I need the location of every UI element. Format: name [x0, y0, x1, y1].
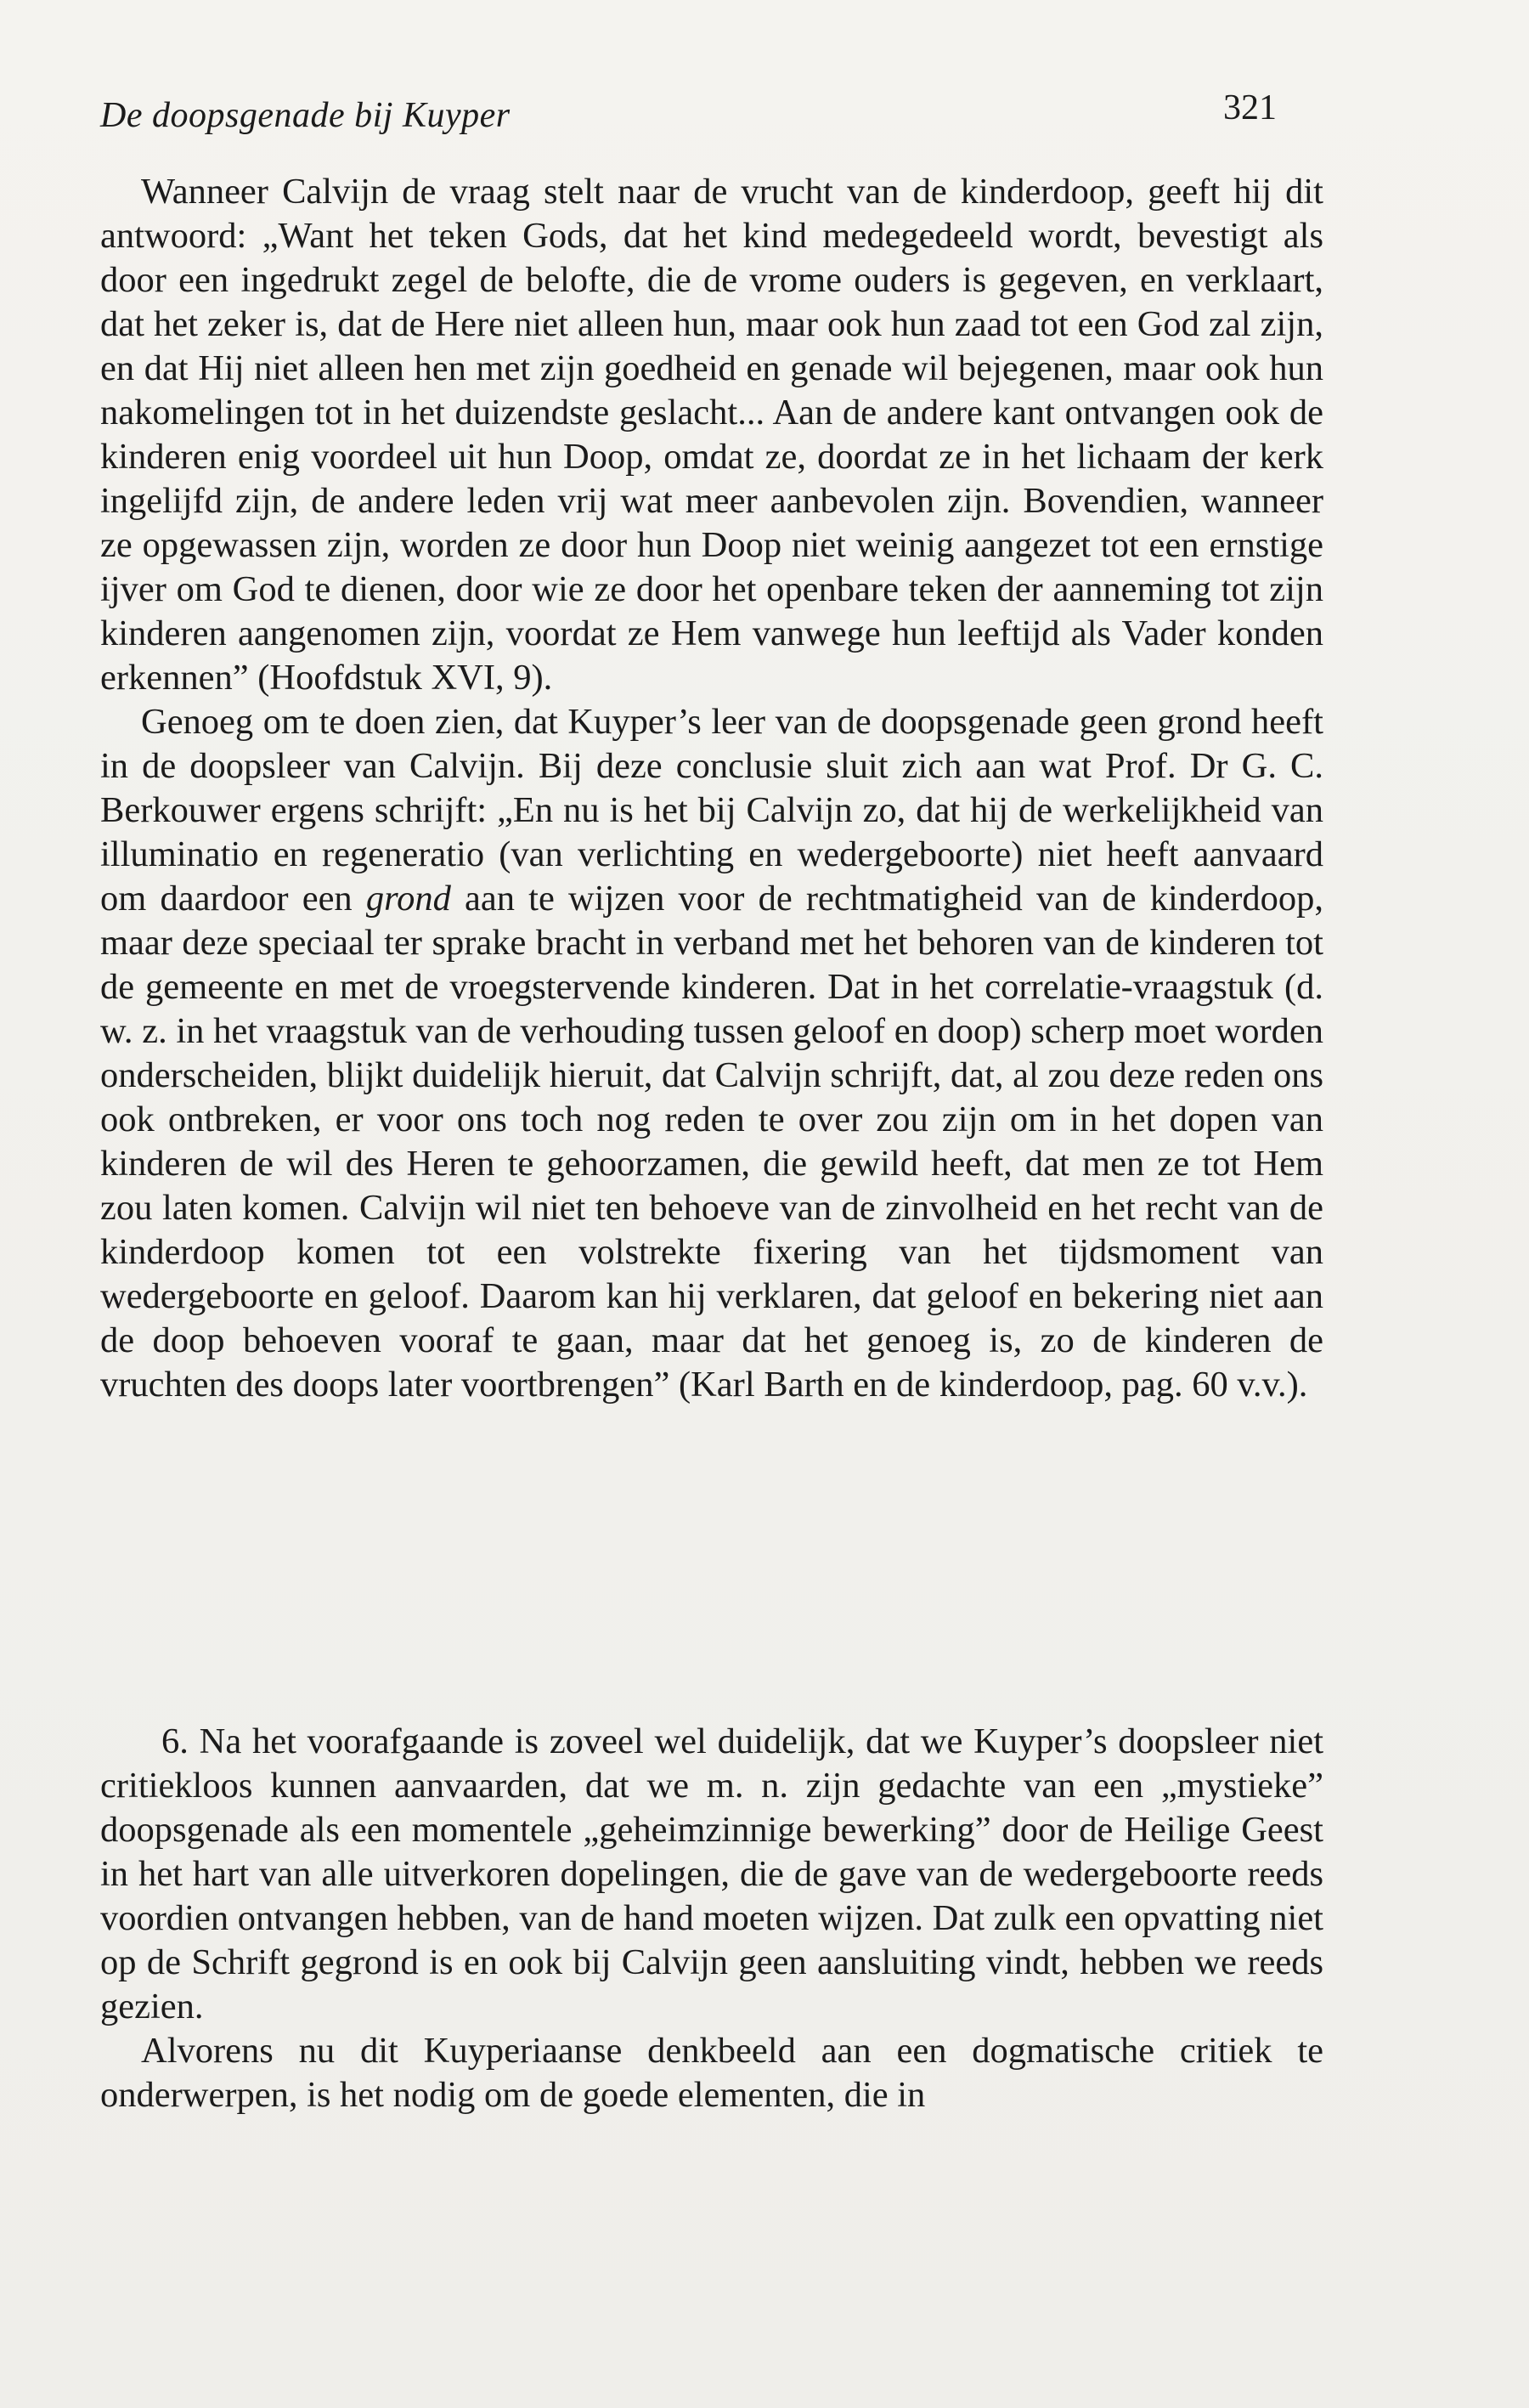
- paragraph-calvin-quote: [100, 170, 1323, 700]
- paragraph-berkouwer: [100, 700, 1323, 1407]
- emphasis-word: grond: [365, 879, 451, 919]
- running-title: De doopsgenade bij Kuyper: [100, 96, 511, 135]
- paragraph-text: Na het voorafgaande is zoveel wel duidelijk, dat we Kuyper’s doopsleer niet critiekloos kunnen aanvaarden, dat we m. n. zijn gedachte van een „mystieke” doopsgenade als een momentele „geheimzinnige bewerking” door de Heilige Geest in het hart van alle uitverkoren dopelingen, die de gave van de wedergeboorte reeds voordien ontvangen hebben, van de hand moeten wijzen. Dat zulk een opvatting niet op de Schrift gegrond is en ook bij Calvijn geen aansluiting vindt, hebben we reeds gezien.: [100, 1721, 1324, 2026]
- paragraph-text-before-emphasis: Genoeg om te doen zien, dat Kuyper’s leer van de doopsgenade geen grond heeft in de doopsleer van Calvijn. Bij deze conclusie sluit zich aan wat Prof. Dr G. C. Berkouwer ergens schrijft: „En nu is het bij Calvijn zo, dat hij de werkelijkheid van illuminatio en regeneratio (van verlichting en wedergeboorte) niet heeft aanvaard om daardoor een: [100, 702, 1323, 919]
- paragraph-section-6: [100, 1720, 1323, 2029]
- paragraph-text: Alvorens nu dit Kuyperiaanse denkbeeld aan een dogmatische critiek te onderwerpen, is het nodig om de goede elementen, die in: [100, 2031, 1323, 2115]
- page-number: 321: [1223, 88, 1277, 127]
- section-6-block: [100, 1720, 1323, 2117]
- paragraph-alvorens: [100, 2029, 1323, 2117]
- main-text-block: [100, 170, 1323, 1407]
- section-number: 6.: [161, 1721, 189, 1761]
- paragraph-text-after-emphasis: aan te wijzen voor de rechtmatigheid van de kinderdoop, maar deze speciaal ter sprake bracht in verband met het behoren van de kinderen tot de gemeente en met de vroegstervende kinderen. Dat in het correlatie-vraagstuk (d. w. z. in het vraagstuk van de verhouding tussen geloof en doop) scherp moet worden onderscheiden, blijkt duidelijk hieruit, dat Calvijn schrijft, dat, al zou deze reden ons ook ontbreken, er voor ons toch nog reden te over zou zijn om in het dopen van kinderen de wil des Heren te gehoorzamen, die gewild heeft, dat men ze tot Hem zou laten komen. Calvijn wil niet ten behoeve van de zinvolheid en het recht van de kinderdoop komen tot een volstrekte fixering van het tijdsmoment van wedergeboorte en geloof. Daarom kan hij verklaren, dat geloof en bekering niet aan de doop behoeven vooraf te gaan, maar dat het genoeg is, zo de kinderen de vruchten des doops later voortbrengen” (Karl Barth en de kinderdoop, pag. 60 v.v.).: [100, 879, 1323, 1405]
- paragraph-text: Wanneer Calvijn de vraag stelt naar de vrucht van de kinderdoop, geeft hij dit antwoord: „Want het teken Gods, dat het kind medegedeeld wordt, bevestigt als door een ingedrukt zegel de belofte, die de vrome ouders is gegeven, en verklaart, dat het zeker is, dat de Here niet alleen hun, maar ook hun zaad tot een God zal zijn, en dat Hij niet alleen hen met zijn goedheid en genade wil bejegenen, maar ook hun nakomelingen tot in het duizendste geslacht... Aan de andere kant ontvangen ook de kinderen enig voordeel uit hun Doop, omdat ze, doordat ze in het lichaam der kerk ingelijfd zijn, de andere leden vrij wat meer aanbevolen zijn. Bovendien, wanneer ze opgewassen zijn, worden ze door hun Doop niet weinig aangezet tot een ernstige ijver om God te dienen, door wie ze door het openbare teken der aanneming tot zijn kinderen aangenomen zijn, voordat ze Hem vanwege hun leeftijd als Vader konden erkennen” (Hoofdstuk XVI, 9).: [100, 172, 1323, 698]
